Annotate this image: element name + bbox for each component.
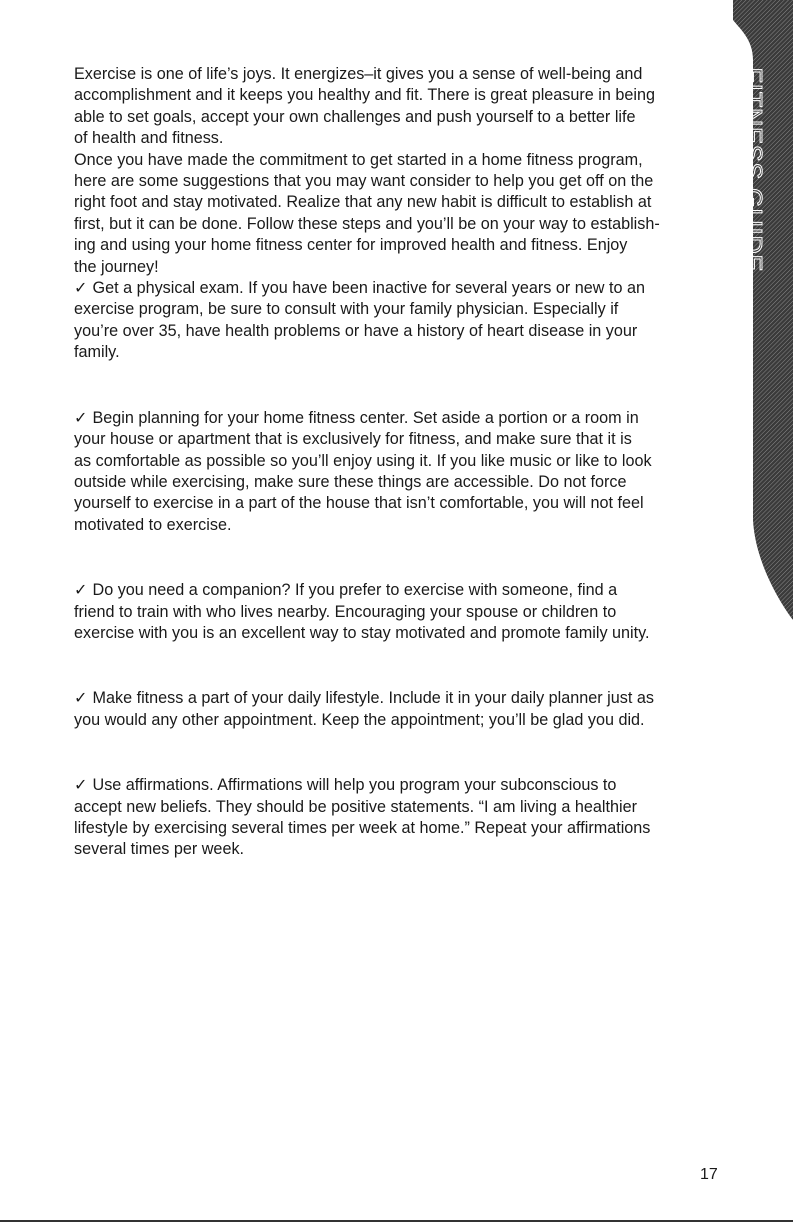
section-side-tab xyxy=(733,0,793,620)
tip-text: Begin planning for your home fitness center. Set aside a portion or a room in your house or apartment that is exclusively for fitness, and make sure that it is as comfortable as possible so you’ll enjoy using it. If you like music or like to look outside while exercising, make sure these things are accessible. Do not force yourself to exercise in a part of the house that isn’t comfortable, you will not feel motivated to exercise. xyxy=(74,408,652,534)
tip-text: Use affirmations. Affirmations will help you program your subconscious to accept new beliefs. They should be positive statements. “I am living a healthier lifestyle by exercising several times per week at home.” Repeat your affirmations several times per week. xyxy=(74,776,651,859)
tip-planning xyxy=(74,408,714,536)
tip-text: Get a physical exam. If you have been inactive for several years or new to an exercise program, be sure to consult with your family physician. Especially if you’re over 35, have health problems or have a history of heart disease in your family. xyxy=(74,279,645,362)
body-text xyxy=(74,64,714,861)
page-number: 17 xyxy=(700,1166,718,1183)
intro-paragraph-1: Exercise is one of life’s joys. It energizes–it gives you a sense of well-being and accomplishment and it keeps you healthy and fit. There is great pleasure in being able to set goals, accept your own challenges and push yourself to a better life of health and fitness. xyxy=(74,65,655,148)
tip-companion xyxy=(74,580,714,644)
tip-physical-exam xyxy=(74,278,714,364)
tip-daily-lifestyle xyxy=(74,688,714,731)
side-tab-text: FITNESS GUIDE xyxy=(738,67,767,273)
checkmark-icon: ✓ xyxy=(74,279,88,298)
checkmark-icon: ✓ xyxy=(74,581,88,600)
checkmark-icon: ✓ xyxy=(74,689,88,708)
checkmark-icon: ✓ xyxy=(74,776,88,795)
tip-affirmations xyxy=(74,775,714,861)
checkmark-icon: ✓ xyxy=(74,408,88,427)
intro-paragraph-2: Once you have made the commitment to get started in a home fitness program, here are some suggestions that you may want consider to help you get off on the right foot and stay motivated. Realize that any new habit is difficult to establish at first, but it can be done. Follow these steps and you’ll be on your way to establish- ing and using your home fitness center for improved health and fitness. Enjoy the journey! xyxy=(74,150,660,276)
side-tab-label xyxy=(738,67,767,273)
bottom-divider xyxy=(0,1220,793,1222)
tip-text: Make fitness a part of your daily lifestyle. Include it in your daily planner just as you would any other appointment. Keep the appointment; you’ll be glad you did. xyxy=(74,689,654,729)
tip-text: Do you need a companion? If you prefer to exercise with someone, find a friend to train with who lives nearby. Encouraging your spouse or children to exercise with you is an excellent way to stay motivated and promote family unity. xyxy=(74,581,650,642)
